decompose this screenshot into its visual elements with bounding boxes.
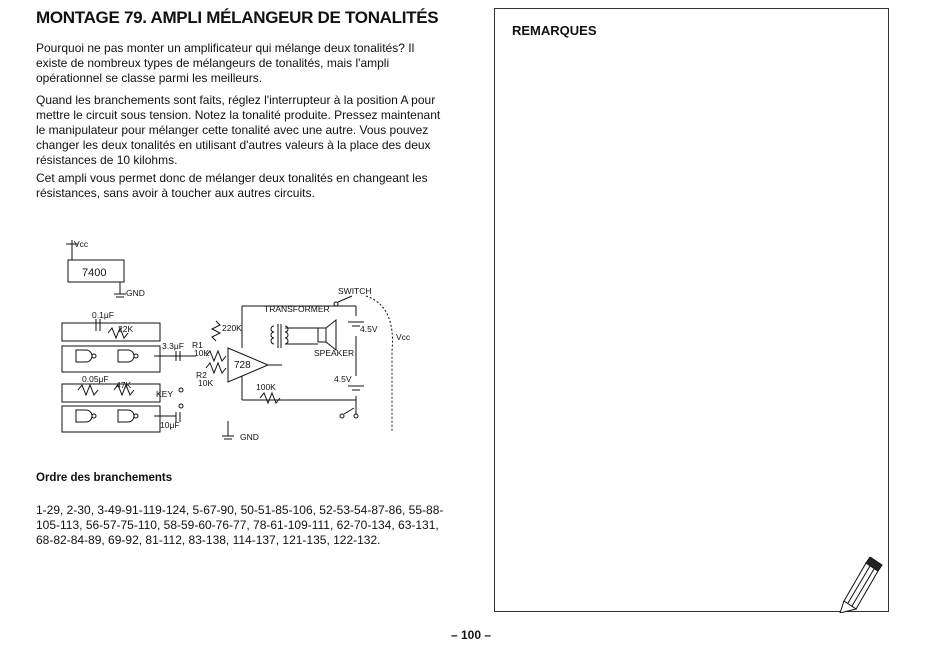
gnd-label: GND (240, 432, 259, 442)
vcc-label: Vcc (396, 332, 411, 342)
cap-label: 3.3μF (162, 341, 184, 351)
remarks-title: REMARQUES (512, 23, 597, 38)
paragraph-intro: Pourquoi ne pas monter un amplificateur qui mélange deux tonalités? Il existe de nombreux types de mélangeurs de tonalités, mais l'ampli opérationnel se classe parmi les meilleurs. (36, 41, 415, 85)
transformer-label: TRANSFORMER (264, 304, 330, 314)
resistor-value: 10K (194, 348, 210, 358)
connections-list: 1-29, 2-30, 3-49-91-119-124, 5-67-90, 50-51-85-106, 52-53-54-87-86, 55-88-105-113, 56-57-75-110, 58-59-60-76-77, 78-61-109-111, 62-70-134, 63-131, 68-82-84-89, 69-92, 81-112, 83-138, 114-137, 121-135, 122-132. (36, 503, 444, 547)
resistor-value: 10K (198, 378, 214, 388)
battery-label: 4.5V (360, 324, 378, 334)
circuit-schematic (56, 236, 436, 446)
paragraph-instructions: Quand les branchements sont faits, réglez l'interrupteur à la position A pour mettre le circuit sous tension. Notez la tonalité produite. Pressez maintenant le manipulateur pour mélanger cette tonalité avec une autre. Vous pouvez changer les deux tonalités en utilisant d'autres valeurs à la place des deux résistances de 10 kilohms. (36, 93, 441, 167)
opamp-label: 728 (234, 360, 251, 371)
vcc-label: Vcc (74, 239, 89, 249)
page-number: – 100 – (451, 628, 492, 642)
section-heading: Ordre des branchements (36, 472, 173, 484)
resistor-label: 47K (116, 380, 132, 390)
chip-label: 7400 (82, 267, 107, 279)
speaker-label: SPEAKER (314, 348, 355, 358)
pencil-icon (836, 557, 886, 613)
resistor-label: 22K (118, 324, 134, 334)
cap-label: 0.1μF (92, 310, 114, 320)
remarks-panel (494, 8, 889, 612)
resistor-label: 220K (222, 323, 242, 333)
battery-label: 4.5V (334, 374, 352, 384)
page-title: MONTAGE 79. AMPLI MÉLANGEUR DE TONALITÉS (36, 8, 439, 27)
cap-label: 10μF (160, 420, 180, 430)
key-label: KEY (156, 389, 174, 399)
resistor-label: 100K (256, 382, 276, 392)
resistor-label: R1 (192, 340, 203, 350)
resistor-label: R2 (196, 370, 207, 380)
switch-label: SWITCH (338, 286, 372, 296)
cap-label: 0.05μF (82, 374, 109, 384)
gnd-label: GND (126, 288, 145, 298)
paragraph-summary: Cet ampli vous permet donc de mélanger deux tonalités en changeant les résistances, sans avoir à toucher aux autres circuits. (36, 171, 428, 200)
